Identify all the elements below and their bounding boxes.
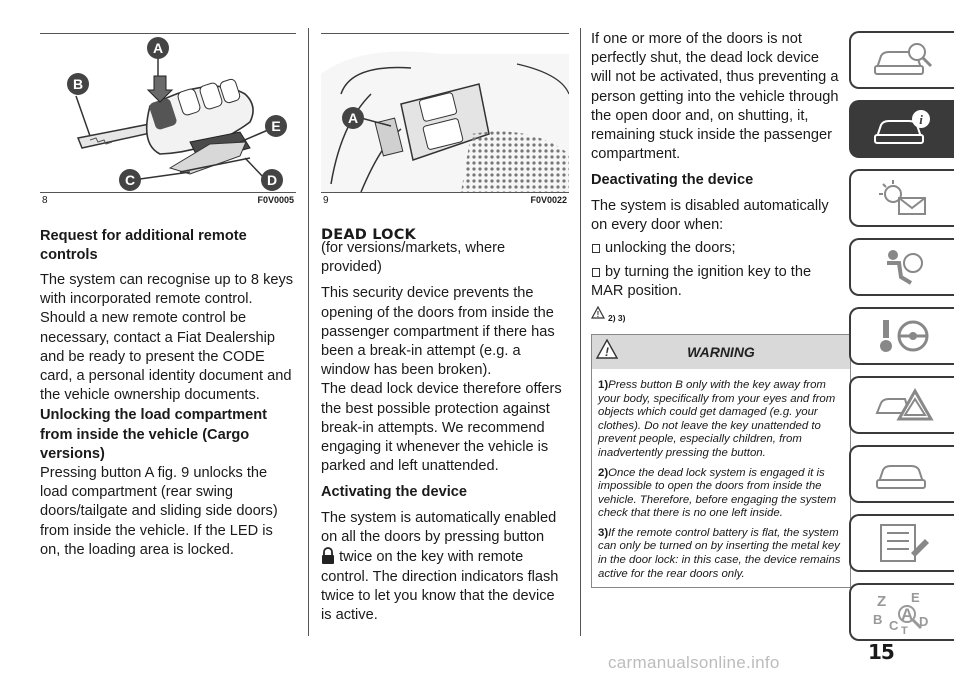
para-deactivating: The system is disabled automatically on every door when: xyxy=(591,197,829,234)
svg-text:T: T xyxy=(900,625,908,634)
svg-text:C: C xyxy=(888,618,898,633)
section-tabs xyxy=(849,31,960,652)
steering-wheel-icon xyxy=(871,316,935,356)
tab-lights-messages[interactable] xyxy=(849,169,954,227)
para-activating: The system is automatically enabled on all the doors by pressing button twice on the key with remote control. The direction indicators flash twice to let you know that the device is active. xyxy=(321,509,559,623)
warning-title: WARNING xyxy=(687,343,755,360)
callout-a-fig9: A xyxy=(347,110,359,126)
tab-emergency[interactable] xyxy=(849,376,954,434)
heading-deactivating: Deactivating the device xyxy=(591,172,754,189)
para-dead-lock-intro: This security device prevents the opening of the doors from inside the passenger compartment if there has been a break-in attempt (e.g. a window has been broken). xyxy=(321,285,555,379)
callout-a: A xyxy=(152,40,164,56)
para-dead-lock-protection: The dead lock device therefore offers the best possible protection against break-in attempts. We recommend engaging it whenever the vehicle is parked and left unattended. xyxy=(321,381,562,475)
warning-body xyxy=(592,369,850,587)
svg-text:A: A xyxy=(900,605,913,624)
door-panel-illustration xyxy=(321,34,569,192)
section-subtitle: (for versions/markets, where provided) xyxy=(321,240,506,276)
para-additional-remote: The system can recognise up to 8 keys with incorporated remote control. Should a new remote control be necessary, contact a Fiat Dealership and be ready to present the CODE card, a personal identity document and the vehicle ownership documents. xyxy=(40,272,294,404)
figure-number: 9 xyxy=(323,195,329,206)
bullet-icon xyxy=(592,244,600,253)
callout-d: D xyxy=(266,172,278,188)
figure-8-key-remote xyxy=(40,33,296,240)
tab-index[interactable] xyxy=(849,583,954,641)
column-divider xyxy=(580,28,581,636)
figure-9-door-panel xyxy=(321,33,569,208)
car-service-icon xyxy=(871,454,935,494)
tab-safety[interactable] xyxy=(849,238,954,296)
tab-starting-driving[interactable] xyxy=(849,307,954,365)
heading-unlock-load: Unlocking the load compartment from inside the vehicle (Cargo versions) xyxy=(40,407,268,462)
para-unlock-load: Pressing button A fig. 9 unlocks the load compartment (rear swing doors/tailgate and sliding side doors) from inside the vehicle. If the LED is on, the loading area is locked. xyxy=(40,465,278,558)
lock-icon xyxy=(321,547,335,564)
car-search-icon xyxy=(871,40,935,80)
warning-triangle-icon xyxy=(591,306,605,321)
emergency-triangle-icon xyxy=(871,385,935,425)
figure-code: F0V0005 xyxy=(257,195,294,205)
figure-number: 8 xyxy=(42,195,48,206)
para-doors-not-shut: If one or more of the doors is not perfectly shut, the dead lock device will not be activated, thus preventing a person getting into the vehicle through the open door and, on shutting, it, remaining stuck inside the passenger compartment. xyxy=(591,31,839,163)
warning-triangle-icon xyxy=(596,339,618,362)
warning-header xyxy=(592,335,850,369)
warning-item: 3)If the remote control battery is flat, the system can only be turned on by inserting the metal key in the door lock: in this case, the device remains active for the rear doors only. xyxy=(598,526,841,580)
svg-text:!: ! xyxy=(596,309,600,319)
bullet-icon xyxy=(592,268,600,277)
document-list-icon xyxy=(871,523,935,563)
list-item: unlocking the doors; xyxy=(591,239,841,258)
car-info-icon xyxy=(871,109,935,149)
warning-light-icon xyxy=(871,178,935,218)
figure-code: F0V0022 xyxy=(530,195,567,205)
warning-refs: ! 2) 3) xyxy=(591,306,841,330)
tab-car-search[interactable] xyxy=(849,31,954,89)
watermark: carmanualsonline.info xyxy=(608,653,780,672)
svg-text:!: ! xyxy=(605,344,609,359)
page-number: 15 xyxy=(868,640,894,664)
airbag-icon xyxy=(871,247,935,287)
section-title-dead-lock: DEAD LOCK xyxy=(321,227,416,243)
tab-car-info[interactable] xyxy=(849,100,954,158)
list-item: by turning the ignition key to the MAR position. xyxy=(591,263,812,299)
svg-text:Z: Z xyxy=(876,593,886,610)
svg-text:E: E xyxy=(910,590,920,605)
tab-maintenance[interactable] xyxy=(849,445,954,503)
warning-item: 1)Press button B only with the key away from your body, specifically from your eyes and from objects which could get damaged (e.g. your clothes). Do not leave the key unattended to prevent people, especially children, from inadvertently pressing the button. xyxy=(598,378,836,459)
callout-c: C xyxy=(124,172,136,188)
heading-activating: Activating the device xyxy=(321,484,467,501)
svg-text:i: i xyxy=(918,112,923,127)
svg-text:D: D xyxy=(918,614,928,629)
callout-b: B xyxy=(72,76,84,92)
svg-text:B: B xyxy=(872,612,882,627)
column-divider xyxy=(308,28,309,636)
callout-e: E xyxy=(271,118,281,134)
tab-technical-data[interactable] xyxy=(849,514,954,572)
warning-box xyxy=(591,334,851,588)
alphabetical-index-icon xyxy=(871,590,935,634)
warning-item: 2)Once the dead lock system is engaged it is impossible to open the doors from inside the vehicle. Therefore, before engaging the system check that there is no one left inside. xyxy=(598,466,837,520)
heading-additional-remote: Request for additional remote controls xyxy=(40,228,247,263)
